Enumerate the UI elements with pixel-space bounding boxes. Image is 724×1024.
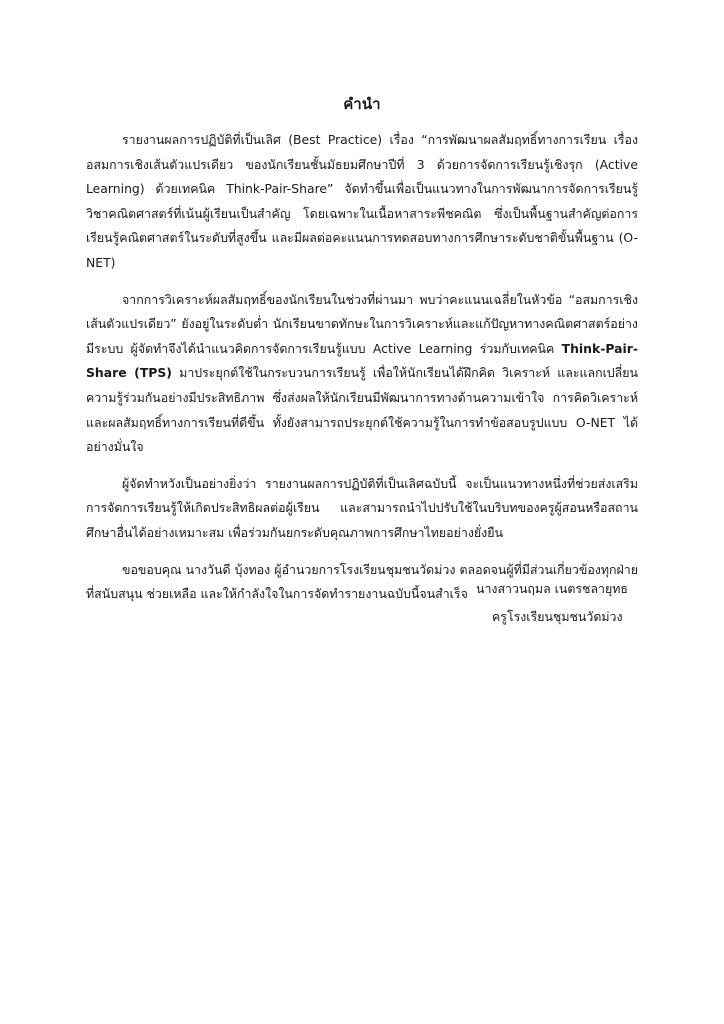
document-body xyxy=(86,128,638,619)
paragraph-analysis-bold-term: Think-Pair-Share (TPS) xyxy=(86,340,638,381)
signature-position: ครูโรงเรียนชุมชนวัดม่วง xyxy=(492,609,623,624)
paragraph-analysis xyxy=(86,288,638,460)
signature-block xyxy=(420,575,660,631)
paragraph-introduction: รายงานผลการปฏิบัติที่เป็นเลิศ (Best Practice) เรื่อง “การพัฒนาผลสัมฤทธิ์ทางการเรียน เรื่อง อสมการเชิงเส้นตัวแปรเดียว ของนักเรียนชั้นมัธยมศึกษาปีที่ 3 ด้วยการจัดการเรียนรู้เชิงรุก (Active Learning) ด้วยเทคนิค Think-Pair-Share” จัดทำขึ้นเพื่อเป็นแนวทางในการพัฒนาการจัดการเรียนรู้วิชาคณิตศาสตร์ที่เน้นผู้เรียนเป็นสำคัญ โดยเฉพาะในเนื้อหาสาระพีชคณิต ซึ่งเป็นพื้นฐานสำคัญต่อการเรียนรู้คณิตศาสตร์ในระดับที่สูงขึ้น และมีผลต่อคะแนนการทดสอบทางการศึกษาระดับชาติขั้นพื้นฐาน (O-NET) xyxy=(86,132,638,270)
paragraph-analysis-text-end: มาประยุกต์ใช้ในกระบวนการเรียนรู้ เพื่อให้นักเรียนได้ฝึกคิด วิเคราะห์ และแลกเปลี่ยนความรู้ร่วมกันอย่างมีประสิทธิภาพ ซึ่งส่งผลให้นักเรียนมีพัฒนาการทางด้านความเข้าใจ การคิดวิเคราะห์ และผลสัมฤทธิ์ทางการเรียนที่ดีขึ้น ทั้งยังสามารถประยุกต์ใช้ความรู้ในการทำข้อสอบรูปแบบ O-NET ได้อย่างมั่นใจ xyxy=(86,365,638,455)
paragraph-acknowledgement: ขอขอบคุณ นางวันดี บุ้งทอง ผู้อำนวยการโรงเรียนชุมชนวัดม่วง ตลอดจนผู้ที่มีส่วนเกี่ยวข้องทุกฝ่ายที่สนับสนุน ช่วยเหลือ และให้กำลังใจในการจัดทำรายงานฉบับนี้จนสำเร็จ xyxy=(86,561,638,602)
page-title: คำนำ xyxy=(343,95,381,113)
paragraph-analysis-text-start: จากการวิเคราะห์ผลสัมฤทธิ์ของนักเรียนในช่วงที่ผ่านมา พบว่าคะแนนเฉลี่ยในหัวข้อ “อสมการเชิงเส้นตัวแปรเดียว” ยังอยู่ในระดับต่ำ นักเรียนขาดทักษะในการวิเคราะห์และแก้ปัญหาทางคณิตศาสตร์อย่างมีระบบ ผู้จัดทำจึงได้นำแนวคิดการจัดการเรียนรู้แบบ Active Learning ร่วมกับเทคนิค xyxy=(86,291,638,356)
signature-name: นางสาวนฤมล เนตรชลายุทธ xyxy=(476,581,628,596)
paragraph-hope: ผู้จัดทำหวังเป็นอย่างยิ่งว่า รายงานผลการปฏิบัติที่เป็นเลิศฉบับนี้ จะเป็นแนวทางหนึ่งที่ช่วยส่งเสริมการจัดการเรียนรู้ให้เกิดประสิทธิผลต่อผู้เรียน และสามารถนำไปปรับใช้ในบริบทของครูผู้สอนหรือสถานศึกษาอื่นได้อย่างเหมาะสม เพื่อร่วมกันยกระดับคุณภาพการศึกษาไทยอย่างยั่งยืน xyxy=(86,475,638,540)
